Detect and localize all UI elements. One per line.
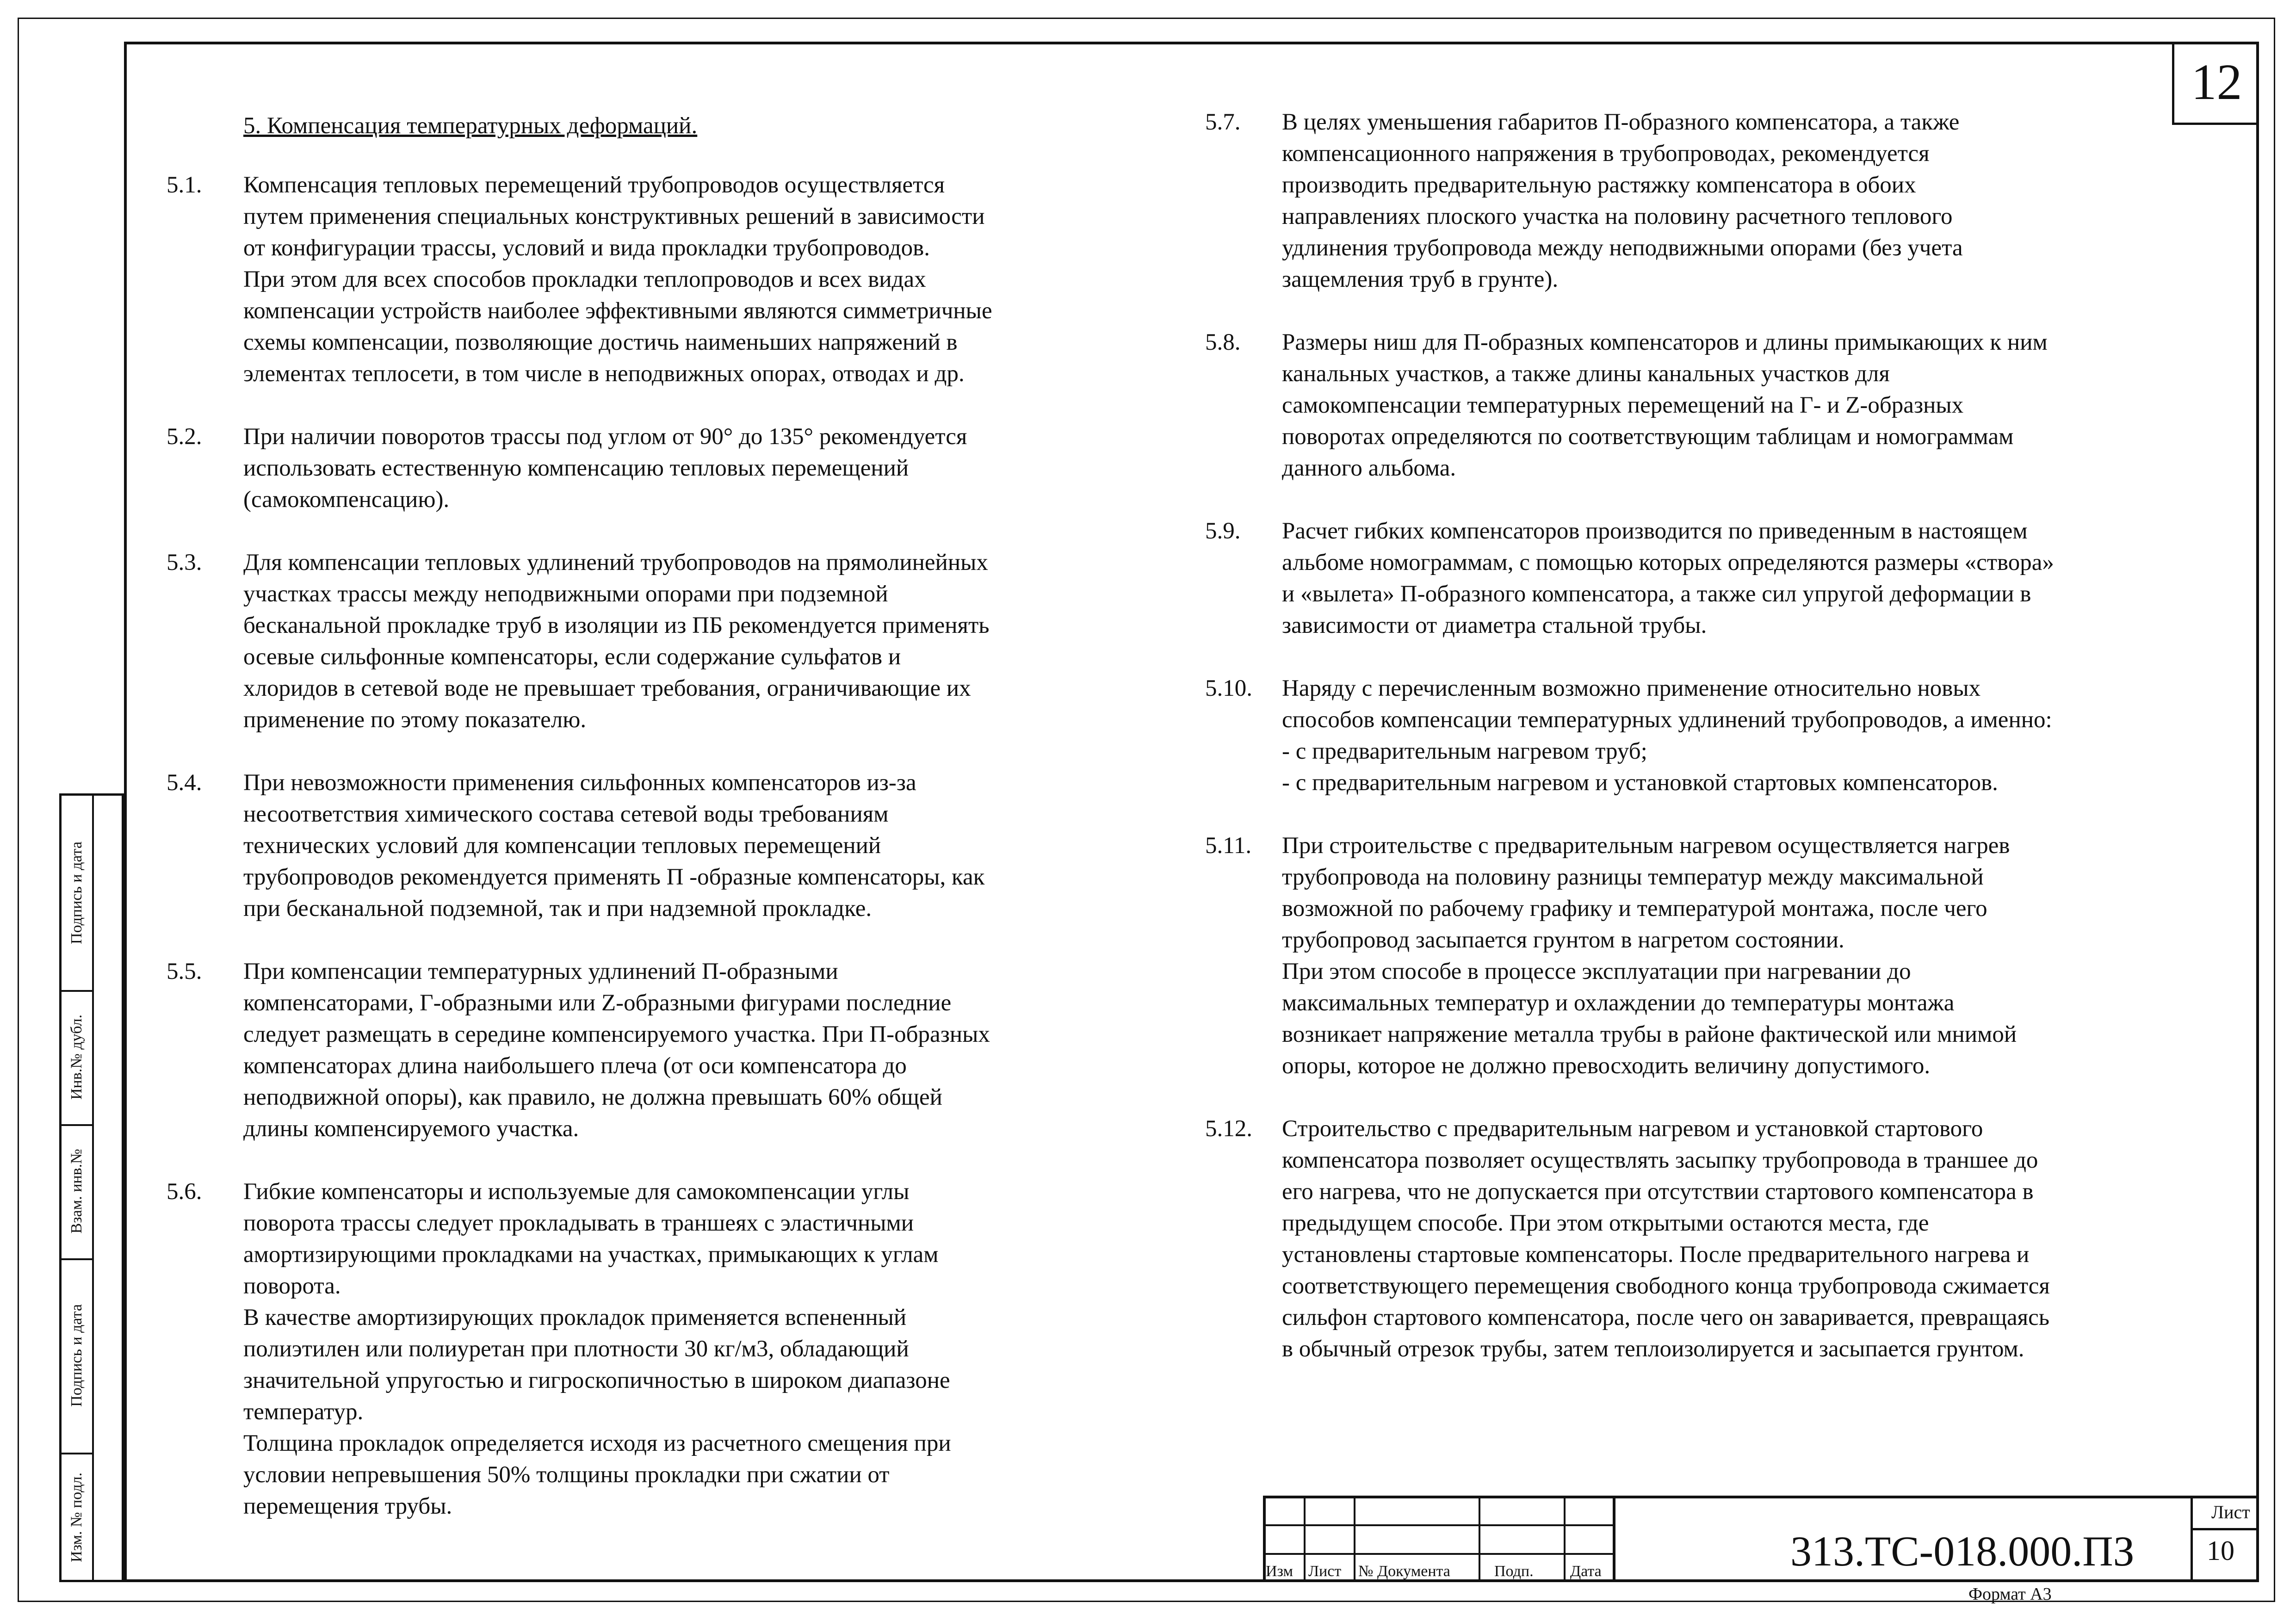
side-label: Взам. инв.№ (68, 1149, 85, 1234)
paragraph-number: 5.5. (167, 959, 202, 984)
text-line: компенсаторами, Г-образными или Z-образными фигурами последние (243, 990, 952, 1016)
text-line: В целях уменьшения габаритов П-образного компенсатора, а также (1282, 109, 1960, 135)
text-line: в обычный отрезок трубы, затем теплоизолируется и засыпается грунтом. (1282, 1336, 2024, 1362)
side-stamp (59, 793, 124, 1582)
text-line: хлоридов в сетевой воде не превышает требования, ограничивающие их (243, 675, 971, 701)
paragraph (1205, 673, 2246, 798)
text-line: - с предварительным нагревом и установкой стартовых компенсаторов. (1282, 770, 1998, 796)
sheet-number: 10 (2207, 1535, 2234, 1566)
paragraph-body (1205, 515, 2246, 641)
paragraph-body (167, 1176, 1161, 1522)
paragraph (167, 547, 1161, 736)
text-line: условии непревышения 50% толщины прокладки при сжатии от (243, 1462, 890, 1488)
paragraph-number: 5.3. (167, 550, 202, 575)
title-block-header: № Документа (1358, 1563, 1450, 1580)
text-line: Для компенсации тепловых удлинений трубопроводов на прямолинейных (243, 550, 988, 575)
text-line: технических условий для компенсации тепловых перемещений (243, 833, 881, 859)
paragraph-number: 5.2. (167, 424, 202, 450)
paragraph (1205, 830, 2246, 1082)
text-line: бесканальной прокладке труб в изоляции из ПБ рекомендуется применять (243, 613, 990, 638)
text-line: При компенсации температурных удлинений П-образными (243, 959, 838, 984)
text-line: канальных участков, а также длины канальных участков для (1282, 361, 1890, 387)
page-number: 12 (2172, 42, 2259, 125)
text-line: возможной по рабочему графику и температурой монтажа, после чего (1282, 896, 1987, 922)
side-label: Инв.№ дубл. (68, 1014, 85, 1100)
text-line: элементах теплосети, в том числе в неподвижных опорах, отводах и др. (243, 361, 965, 387)
text-line: компенсации устройств наиболее эффективными являются симметричные (243, 298, 992, 324)
text-line: альбоме номограммам, с помощью которых определяются размеры «створа» (1282, 550, 2054, 575)
text-line: (самокомпенсацию). (243, 487, 450, 513)
text-line: полиэтилен или полиуретан при плотности 30 кг/м3, обладающий (243, 1336, 909, 1362)
text-line: путем применения специальных конструктивных решений в зависимости (243, 204, 985, 229)
paragraph (1205, 515, 2246, 641)
text-line: компенсационного напряжения в трубопроводах, рекомендуется (1282, 141, 1930, 167)
side-cell (62, 1124, 94, 1260)
text-line: данного альбома. (1282, 455, 1456, 481)
text-line: В качестве амортизирующих прокладок применяется вспененный (243, 1305, 907, 1330)
text-line: соответствующего перемещения свободного конца трубопровода сжимается (1282, 1273, 2050, 1299)
text-line: Расчет гибких компенсаторов производится по приведенным в настоящем (1282, 518, 2028, 544)
title-block-header: Лист (1308, 1563, 1342, 1580)
paragraph (167, 956, 1161, 1145)
text-line: перемещения трубы. (243, 1493, 452, 1519)
title-block-header: Изм (1266, 1563, 1293, 1580)
text-line: самокомпенсации температурных перемещений на Г- и Z-образных (1282, 392, 1964, 418)
text-line: возникает напряжение металла трубы в районе фактической или мнимой (1282, 1021, 2017, 1047)
text-line: применение по этому показателю. (243, 707, 587, 733)
text-line: удлинения трубопровода между неподвижными опорами (без учета (1282, 235, 1963, 261)
paragraph-body (167, 169, 1161, 390)
text-line: предыдущем способе. При этом открытыми остаются места, где (1282, 1210, 1929, 1236)
text-line: от конфигурации трассы, условий и вида прокладки трубопроводов. (243, 235, 930, 261)
title-block-header: Подп. (1494, 1563, 1534, 1580)
text-line: При наличии поворотов трассы под углом от 90° до 135° рекомендуется (243, 424, 967, 450)
document-code: 313.ТС-018.000.ПЗ (1790, 1528, 2135, 1575)
paragraph-number: 5.7. (1205, 109, 1241, 135)
text-line: Строительство с предварительным нагревом и установкой стартового (1282, 1116, 1983, 1142)
paragraph (1205, 106, 2246, 295)
text-line: трубопроводов рекомендуется применять П -образные компенсаторы, как (243, 864, 985, 890)
paragraph (167, 1176, 1161, 1522)
text-line: Наряду с перечисленным возможно применение относительно новых (1282, 675, 1981, 701)
text-line: несоответствия химического состава сетевой воды требованиям (243, 801, 889, 827)
paragraph-body (1205, 327, 2246, 484)
text-line: При этом для всех способов прокладки теплопроводов и всех видах (243, 266, 926, 292)
paragraph-number: 5.10. (1205, 675, 1252, 701)
right-column (1205, 106, 2246, 1396)
text-line: Размеры ниш для П-образных компенсаторов и длины примыкающих к ним (1282, 329, 2048, 355)
side-label: Изм. № подл. (68, 1473, 85, 1562)
paragraph-body (1205, 673, 2246, 798)
side-cell (62, 990, 94, 1126)
text-line: Компенсация тепловых перемещений трубопроводов осуществляется (243, 172, 945, 198)
text-line: производить предварительную растяжку компенсатора в обоих (1282, 172, 1916, 198)
text-line: поворота. (243, 1273, 341, 1299)
sheet-label: Лист (2211, 1502, 2250, 1522)
text-line: Толщина прокладок определяется исходя из расчетного смещения при (243, 1430, 951, 1456)
side-label: Подпись и дата (68, 1304, 85, 1407)
text-line: поворотах определяются по соответствующим таблицам и номограммам (1282, 424, 2014, 450)
text-line: сильфон стартового компенсатора, после чего он заваривается, превращаясь (1282, 1305, 2049, 1330)
paragraph-number: 5.6. (167, 1179, 202, 1205)
text-line: температур. (243, 1399, 364, 1425)
paragraph (167, 169, 1161, 390)
paragraph-number: 5.8. (1205, 329, 1241, 355)
side-cell (62, 1258, 94, 1454)
paragraph-body (167, 421, 1161, 515)
text-line: значительной упругостью и гигроскопичностью в широком диапазоне (243, 1367, 950, 1393)
paragraph-body (167, 547, 1161, 736)
text-line: использовать естественную компенсацию тепловых перемещений (243, 455, 909, 481)
paragraph-body (167, 956, 1161, 1145)
paragraph (1205, 1113, 2246, 1365)
paragraph-body (1205, 106, 2246, 295)
text-line: защемления труб в грунте). (1282, 266, 1559, 292)
text-line: зависимости от диаметра стальной трубы. (1282, 613, 1707, 638)
section-heading: 5. Компенсация температурных деформаций. (243, 113, 698, 139)
text-line: схемы компенсации, позволяющие достичь наименьших напряжений в (243, 329, 958, 355)
paragraph-body (167, 767, 1161, 924)
text-line: участках трассы между неподвижными опорами при подземной (243, 581, 888, 607)
text-line: при бесканальной подземной, так и при надземной прокладке. (243, 896, 872, 922)
text-line: При невозможности применения сильфонных компенсаторов из-за (243, 770, 916, 796)
text-line: установлены стартовые компенсаторы. После предварительного нагрева и (1282, 1242, 2030, 1268)
text-line: осевые сильфонные компенсаторы, если содержание сульфатов и (243, 644, 901, 670)
text-line: максимальных температур и охлаждении до температуры монтажа (1282, 990, 1955, 1016)
text-line: трубопровод засыпается грунтом в нагретом состоянии. (1282, 927, 1844, 953)
paragraph (1205, 327, 2246, 484)
side-cell (62, 796, 94, 992)
text-line: его нагрева, что не допускается при отсутствии стартового компенсатора в (1282, 1179, 2034, 1205)
text-line: Гибкие компенсаторы и используемые для самокомпенсации углы (243, 1179, 910, 1205)
paragraph-number: 5.1. (167, 172, 202, 198)
paragraph-number: 5.4. (167, 770, 202, 796)
paragraph-body (1205, 1113, 2246, 1365)
side-label: Подпись и дата (68, 841, 85, 944)
text-line: - с предварительным нагревом труб; (1282, 738, 1647, 764)
text-line: амортизирующими прокладками на участках, примыкающих к углам (243, 1242, 939, 1268)
text-line: неподвижной опоры), как правило, не должна превышать 60% общей (243, 1084, 942, 1110)
text-line: направлениях плоского участка на половину расчетного теплового (1282, 204, 1953, 229)
text-line: поворота трассы следует прокладывать в траншеях с эластичными (243, 1210, 914, 1236)
text-line: При этом способе в процессе эксплуатации при нагревании до (1282, 959, 1911, 984)
text-line: следует размещать в середине компенсируемого участка. При П-образных (243, 1021, 990, 1047)
text-line: трубопровода на половину разницы температур между максимальной (1282, 864, 1984, 890)
title-block-header: Дата (1570, 1563, 1602, 1580)
paragraph-number: 5.12. (1205, 1116, 1252, 1142)
side-cell (62, 1453, 94, 1582)
paragraph-number: 5.9. (1205, 518, 1241, 544)
text-line: и «вылета» П-образного компенсатора, а также сил упругой деформации в (1282, 581, 2031, 607)
text-line: При строительстве с предварительным нагревом осуществляется нагрев (1282, 833, 2010, 859)
paragraph-body (1205, 830, 2246, 1082)
paragraph (167, 421, 1161, 515)
paragraph (167, 767, 1161, 924)
format-label: Формат А3 (1968, 1584, 2052, 1604)
text-line: длины компенсируемого участка. (243, 1116, 579, 1142)
text-line: компенсатора позволяет осуществлять засыпку трубопровода в траншее до (1282, 1147, 2038, 1173)
text-line: компенсаторах длина наибольшего плеча (от оси компенсатора до (243, 1053, 907, 1079)
left-column (167, 110, 1161, 1553)
text-line: опоры, которое не должно превосходить величину допустимого. (1282, 1053, 1931, 1079)
text-line: способов компенсации температурных удлинений трубопроводов, а именно: (1282, 707, 2052, 733)
paragraph-number: 5.11. (1205, 833, 1252, 859)
